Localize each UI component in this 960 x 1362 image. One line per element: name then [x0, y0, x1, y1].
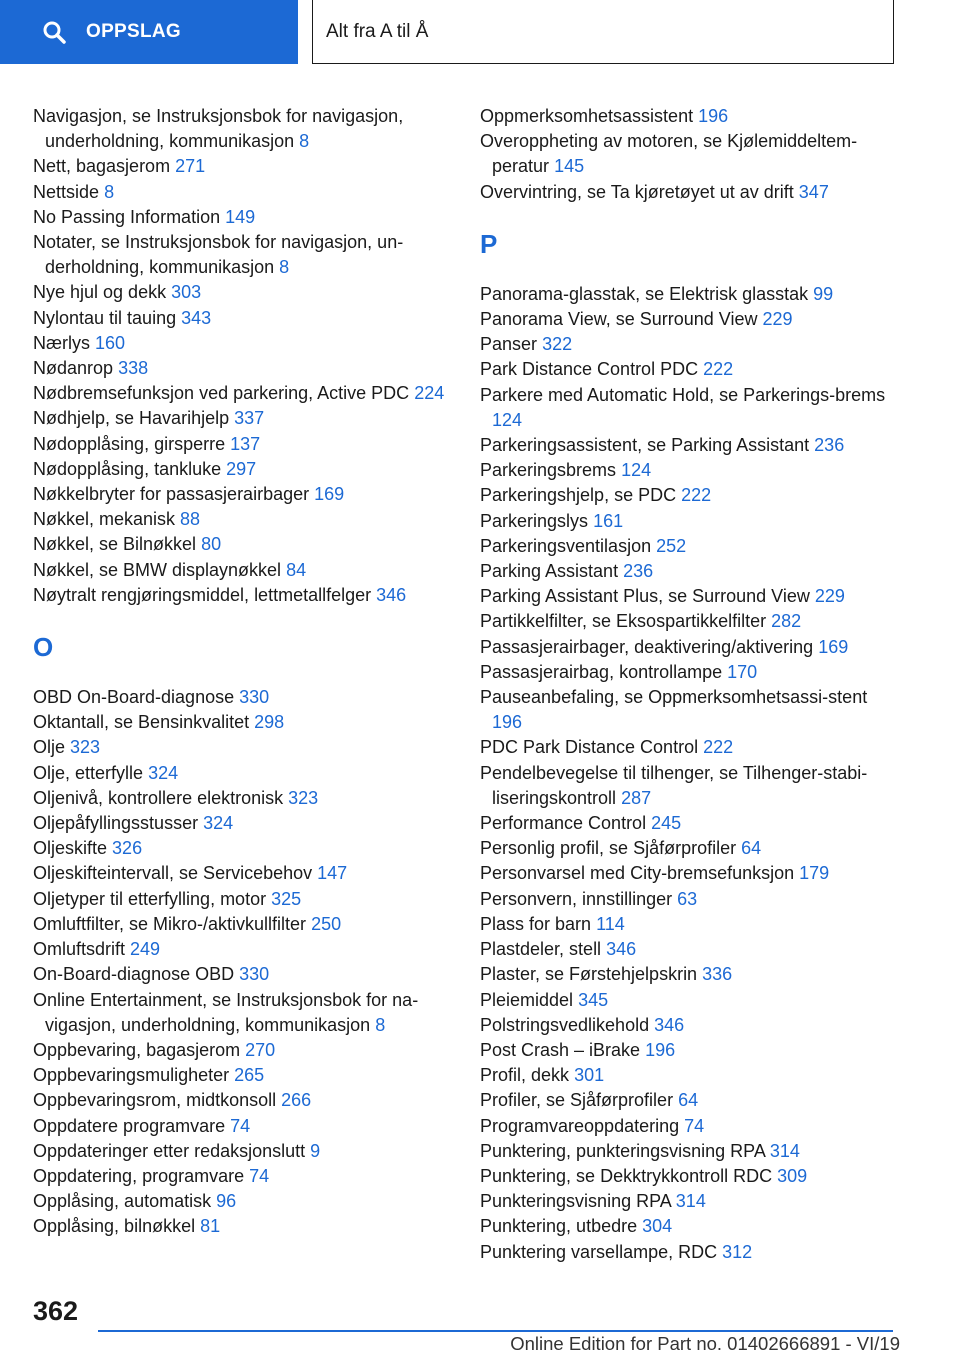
page-link[interactable]: 222	[703, 737, 734, 758]
index-entry-text: Oljetyper til etterfylling, motor	[33, 888, 267, 909]
page-link[interactable]: 169	[818, 636, 849, 657]
index-entry-text: Oppbevaring, bagasjerom	[33, 1039, 241, 1060]
index-entry	[480, 332, 900, 357]
index-entry	[480, 383, 900, 433]
index-entry-text: Online Entertainment, se Instruksjonsbok for na‐vigasjon, underholdning, kommunikasjon	[33, 989, 419, 1035]
index-entry-text: On-Board-diagnose OBD	[33, 964, 235, 985]
page-link[interactable]: 84	[286, 559, 307, 580]
index-entry	[480, 129, 900, 179]
index-entry-text: Plastdeler, stell	[480, 939, 602, 960]
page-link[interactable]: 324	[203, 813, 234, 834]
page-link[interactable]: 323	[70, 737, 101, 758]
page-link[interactable]: 114	[596, 913, 625, 934]
page-link[interactable]: 169	[314, 484, 345, 505]
footer-divider	[98, 1330, 893, 1332]
index-entry-text: Opplåsing, bilnøkkel	[33, 1216, 196, 1237]
page-link[interactable]: 196	[698, 106, 729, 126]
page-link[interactable]: 270	[245, 1039, 276, 1060]
page-link[interactable]: 81	[200, 1216, 221, 1237]
index-entry	[480, 1063, 900, 1088]
page-link[interactable]: 222	[703, 359, 734, 380]
index-entry-text: Personvern, innstillinger	[480, 888, 673, 909]
page-link[interactable]: 314	[675, 1191, 706, 1212]
page-link[interactable]: 324	[148, 762, 179, 783]
index-entry	[480, 433, 900, 458]
index-entry-text: Oppdatering, programvare	[33, 1165, 245, 1186]
index-entry	[33, 735, 453, 760]
page-link[interactable]: 265	[234, 1065, 265, 1086]
index-entry-text: Nett, bagasjerom	[33, 156, 171, 177]
index-entry-text: OBD On-Board-diagnose	[33, 687, 235, 708]
page-link[interactable]: 74	[684, 1115, 705, 1136]
index-entry	[33, 710, 453, 735]
index-entry-text: Parkeringsbrems	[480, 460, 617, 481]
index-entry-text: Personvarsel med City-bremsefunksjon	[480, 863, 795, 884]
page-link[interactable]: 323	[288, 787, 319, 808]
page-link[interactable]: 124	[492, 409, 523, 430]
page-link[interactable]: 336	[702, 964, 733, 985]
index-column-left	[33, 104, 453, 1240]
index-entry-text: Oppbevaringsrom, midtkonsoll	[33, 1090, 277, 1111]
page-link[interactable]: 8	[375, 1014, 386, 1035]
top-bar	[0, 0, 960, 66]
index-entry-text: Olje	[33, 737, 66, 758]
index-entry-text: Olje, etterfylle	[33, 762, 144, 783]
index-entry-text: Pauseanbefaling, se Oppmerksomhetsassi‐stent	[480, 687, 868, 708]
index-entry-text: Parking Assistant Plus, se Surround View	[480, 586, 810, 607]
page-link[interactable]: 229	[814, 586, 845, 607]
index-entry-text: Park Distance Control PDC	[480, 359, 699, 380]
index-entry	[480, 735, 900, 760]
page-link[interactable]: 229	[762, 309, 793, 330]
index-entry	[33, 230, 453, 280]
page-link[interactable]: 309	[777, 1165, 808, 1186]
index-entry	[480, 937, 900, 962]
index-entry	[480, 912, 900, 937]
index-entry-text: Nøytralt rengjøringsmiddel, lettmetallfelger	[33, 584, 372, 605]
index-entry	[480, 811, 900, 836]
index-entry	[33, 381, 453, 406]
page-link[interactable]: 314	[769, 1140, 800, 1161]
index-entry-text: Punktering varsellampe, RDC	[480, 1241, 718, 1262]
page-link[interactable]: 322	[542, 334, 573, 355]
page-link[interactable]: 161	[593, 510, 624, 531]
page-link[interactable]: 137	[230, 433, 261, 454]
index-entry	[33, 937, 453, 962]
page-link[interactable]: 8	[279, 257, 290, 278]
index-entry	[480, 1038, 900, 1063]
index-letter-heading: P	[480, 228, 498, 259]
edition-note: Online Edition for Part no. 01402666891 - VI/19	[510, 1333, 900, 1354]
index-entry-text: Oppdatere programvare	[33, 1115, 226, 1136]
page-link[interactable]: 312	[722, 1241, 753, 1262]
index-entry-text: Nøkkel, mekanisk	[33, 509, 176, 530]
index-entry	[33, 786, 453, 811]
index-entry-text: Omluftsdrift	[33, 939, 126, 960]
index-entry	[33, 1164, 453, 1189]
index-entry	[33, 988, 453, 1038]
page-link[interactable]: 145	[554, 156, 585, 177]
search-icon	[42, 20, 66, 44]
page-link[interactable]: 330	[239, 964, 270, 985]
index-entry-text: Navigasjon, se Instruksjonsbok for navigasjon, underholdning, kommunikasjon	[33, 106, 404, 152]
search-tab[interactable]	[0, 0, 298, 64]
page-link[interactable]: 64	[678, 1090, 699, 1111]
index-entry-text: Nødhjelp, se Havarihjelp	[33, 408, 230, 429]
index-entry	[33, 507, 453, 532]
page-link[interactable]: 179	[799, 863, 830, 884]
page-link[interactable]: 88	[180, 509, 201, 530]
page-link[interactable]: 338	[118, 358, 149, 379]
index-entry-text: Performance Control	[480, 813, 647, 834]
page-link[interactable]: 74	[249, 1165, 270, 1186]
index-entry	[480, 635, 900, 660]
page-link[interactable]: 249	[130, 939, 161, 960]
index-entry-text: Programvareoppdatering	[480, 1115, 680, 1136]
page-link[interactable]: 346	[376, 584, 407, 605]
index-entry	[480, 1240, 900, 1265]
page-link[interactable]: 9	[310, 1140, 321, 1161]
index-entry	[480, 1164, 900, 1189]
index-entry	[33, 761, 453, 786]
index-entry	[33, 532, 453, 557]
index-entry	[480, 761, 900, 811]
index-entry	[33, 432, 453, 457]
page-link[interactable]: 96	[216, 1191, 237, 1212]
page-link[interactable]: 8	[104, 181, 115, 202]
index-entry-text: Passasjerairbager, deaktivering/aktivering	[480, 636, 814, 657]
index-entry-text: Oppmerksomhetsassistent	[480, 106, 694, 126]
page-link[interactable]: 224	[414, 383, 445, 404]
page-link[interactable]: 80	[201, 534, 222, 555]
index-entry	[480, 861, 900, 886]
page-link[interactable]: 304	[642, 1216, 673, 1237]
index-entry	[480, 180, 900, 205]
index-entry	[33, 356, 453, 381]
index-entry	[33, 1038, 453, 1063]
section-title: Alt fra A til Å	[326, 20, 429, 42]
index-entry	[480, 307, 900, 332]
index-entry-text: Nøkkel, se BMW displaynøkkel	[33, 559, 282, 580]
index-entry	[33, 836, 453, 861]
index-entry-text: Nettside	[33, 181, 100, 202]
index-entry-text: Parkeringshjelp, se PDC	[480, 485, 677, 506]
page-link[interactable]: 63	[677, 888, 698, 909]
index-entry-text: Panser	[480, 334, 538, 355]
index-entry	[33, 583, 453, 608]
index-entry	[480, 534, 900, 559]
index-entry	[33, 1189, 453, 1214]
index-entry	[33, 1139, 453, 1164]
index-entry-text: Nærlys	[33, 332, 90, 353]
page-link[interactable]: 222	[681, 485, 712, 506]
index-entry	[480, 483, 900, 508]
index-entry	[33, 104, 453, 154]
index-entry	[480, 458, 900, 483]
search-tab-label: OPPSLAG	[86, 21, 182, 42]
page-link[interactable]: 297	[226, 458, 257, 479]
index-entry-text: Profiler, se Sjåførprofiler	[480, 1090, 674, 1111]
index-entry	[33, 154, 453, 179]
index-entry-text: Nødanrop	[33, 358, 114, 379]
page-link[interactable]: 303	[171, 282, 202, 303]
index-entry-text: Nødopplåsing, tankluke	[33, 458, 222, 479]
page-link[interactable]: 330	[239, 687, 270, 708]
index-entry	[480, 988, 900, 1013]
index-entry	[480, 559, 900, 584]
page-number: 362	[33, 1296, 79, 1326]
page-link[interactable]: 170	[727, 661, 758, 682]
page-link[interactable]: 149	[225, 206, 256, 227]
index-entry-text: Nødbremsefunksjon ved parkering, Active PDC	[33, 383, 410, 404]
page-link[interactable]: 346	[606, 939, 637, 960]
page-link[interactable]: 347	[798, 181, 829, 202]
page-link[interactable]: 250	[311, 913, 342, 934]
page-link[interactable]: 298	[254, 712, 285, 733]
index-entry-text: Parkeringslys	[480, 510, 589, 531]
index-entry-text: Panorama View, se Surround View	[480, 309, 758, 330]
index-entry-text: Pendelbevegelse til tilhenger, se Tilhenger-stabi‐liseringskontroll	[480, 762, 868, 808]
page-link[interactable]: 74	[230, 1115, 251, 1136]
index-entry-text: No Passing Information	[33, 206, 221, 227]
index-entry	[33, 180, 453, 205]
index-entry-text: Nylontau til tauing	[33, 307, 177, 328]
index-letter-heading: O	[33, 632, 54, 663]
index-entry-text: Oktantall, se Bensinkvalitet	[33, 712, 250, 733]
index-entry	[33, 1088, 453, 1113]
index-entry-text: Punktering, utbedre	[480, 1216, 638, 1237]
index-entry-text: Oppdateringer etter redaksjonslutt	[33, 1140, 306, 1161]
index-entry	[33, 331, 453, 356]
index-entry-text: Overoppheting av motoren, se Kjølemiddeltem‐peratur	[480, 131, 858, 177]
page-link[interactable]: 236	[814, 435, 845, 456]
index-entry	[33, 1063, 453, 1088]
index-entry	[480, 887, 900, 912]
page-link[interactable]: 64	[741, 838, 762, 859]
page-link[interactable]: 266	[281, 1090, 312, 1111]
index-entry	[33, 685, 453, 710]
index-entry-text: Oppbevaringsmuligheter	[33, 1065, 230, 1086]
index-entry	[480, 1214, 900, 1239]
index-entry	[480, 609, 900, 634]
index-entry	[33, 912, 453, 937]
index-entry	[480, 660, 900, 685]
page-link[interactable]: 346	[654, 1014, 685, 1035]
page-link[interactable]: 301	[574, 1065, 605, 1086]
index-entry	[480, 1114, 900, 1139]
index-entry-text: Oljepåfyllingsstusser	[33, 813, 199, 834]
page-link[interactable]: 196	[492, 712, 523, 733]
index-entry-text: Oljeskifteintervall, se Servicebehov	[33, 863, 313, 884]
index-entry-text: Passasjerairbag, kontrollampe	[480, 661, 723, 682]
index-entry	[480, 1139, 900, 1164]
page-link[interactable]: 252	[656, 535, 687, 556]
index-entry-text: Oljeskifte	[33, 838, 108, 859]
index-entry	[33, 861, 453, 886]
index-entry-text: Opplåsing, automatisk	[33, 1191, 212, 1212]
index-entry-text: Oljenivå, kontrollere elektronisk	[33, 787, 284, 808]
index-entry-text: Punkteringsvisning RPA	[480, 1191, 671, 1212]
page-link[interactable]: 124	[621, 460, 652, 481]
index-entry-text: Nøkkelbryter for passasjerairbager	[33, 484, 310, 505]
index-entry	[33, 406, 453, 431]
page-link[interactable]: 337	[234, 408, 265, 429]
index-entry-text: Parkeringsassistent, se Parking Assistant	[480, 435, 810, 456]
index-entry-text: Post Crash – iBrake	[480, 1039, 641, 1060]
page-link[interactable]: 196	[645, 1039, 676, 1060]
index-entry-text: Nøkkel, se Bilnøkkel	[33, 534, 197, 555]
index-entry	[480, 104, 900, 129]
index-entry-text: Parkere med Automatic Hold, se Parkerings‐brems	[480, 384, 886, 405]
index-entry	[33, 205, 453, 230]
index-entry	[480, 685, 900, 735]
index-entry-text: Personlig profil, se Sjåførprofiler	[480, 838, 737, 859]
page-link[interactable]: 8	[299, 131, 310, 152]
index-entry	[33, 811, 453, 836]
index-entry-text: Nødopplåsing, girsperre	[33, 433, 226, 454]
index-entry-text: Panorama-glasstak, se Elektrisk glasstak	[480, 283, 809, 304]
index-entry	[480, 836, 900, 861]
page-link[interactable]: 99	[813, 283, 834, 304]
index-entry-text: Pleiemiddel	[480, 989, 574, 1010]
page-link[interactable]: 287	[621, 787, 652, 808]
index-entry	[33, 558, 453, 583]
index-entry-text: Profil, dekk	[480, 1065, 570, 1086]
index-entry	[33, 962, 453, 987]
page-link[interactable]: 345	[578, 989, 609, 1010]
page-link[interactable]: 343	[181, 307, 212, 328]
index-column-right	[480, 104, 900, 1265]
index-entry-text: Nye hjul og dekk	[33, 282, 167, 303]
index-entry	[33, 280, 453, 305]
page-link[interactable]: 325	[271, 888, 302, 909]
section-title-tab[interactable]	[312, 0, 894, 64]
index-entry-text: PDC Park Distance Control	[480, 737, 699, 758]
index-entry-text: Plaster, se Førstehjelpskrin	[480, 964, 698, 985]
index-entry-text: Parkeringsventilasjon	[480, 535, 652, 556]
index-entry	[480, 1013, 900, 1038]
index-entry	[33, 482, 453, 507]
page-link[interactable]: 326	[112, 838, 143, 859]
index-entry-text: Punktering, se Dekktrykkontroll RDC	[480, 1165, 773, 1186]
index-entry	[480, 584, 900, 609]
index-entry	[480, 1088, 900, 1113]
index-entry-text: Punktering, punkteringsvisning RPA	[480, 1140, 765, 1161]
page-link[interactable]: 160	[95, 332, 126, 353]
index-entry-text: Parking Assistant	[480, 561, 619, 582]
index-entry	[480, 509, 900, 534]
index-entry	[480, 1189, 900, 1214]
page-link[interactable]: 245	[651, 813, 682, 834]
index-entry	[33, 457, 453, 482]
index-entry-text: Notater, se Instruksjonsbok for navigasjon, un‐derholdning, kommunikasjon	[33, 232, 404, 278]
index-entry-text: Partikkelfilter, se Eksospartikkelfilter	[480, 611, 767, 632]
page-link[interactable]: 271	[175, 156, 206, 177]
index-entry-text: Plass for barn	[480, 913, 592, 934]
page-link[interactable]: 282	[771, 611, 802, 632]
index-entry-text: Overvintring, se Ta kjøretøyet ut av drift	[480, 181, 794, 202]
index-entry	[480, 282, 900, 307]
index-entry	[480, 357, 900, 382]
page-link[interactable]: 147	[317, 863, 348, 884]
index-entry	[33, 306, 453, 331]
index-entry-text: Omluftfilter, se Mikro-/aktivkullfilter	[33, 913, 307, 934]
index-entry	[33, 887, 453, 912]
index-entry	[33, 1214, 453, 1239]
index-entry-text: Polstringsvedlikehold	[480, 1014, 650, 1035]
index-entry	[33, 1114, 453, 1139]
index-entry	[480, 962, 900, 987]
page-link[interactable]: 236	[623, 561, 654, 582]
